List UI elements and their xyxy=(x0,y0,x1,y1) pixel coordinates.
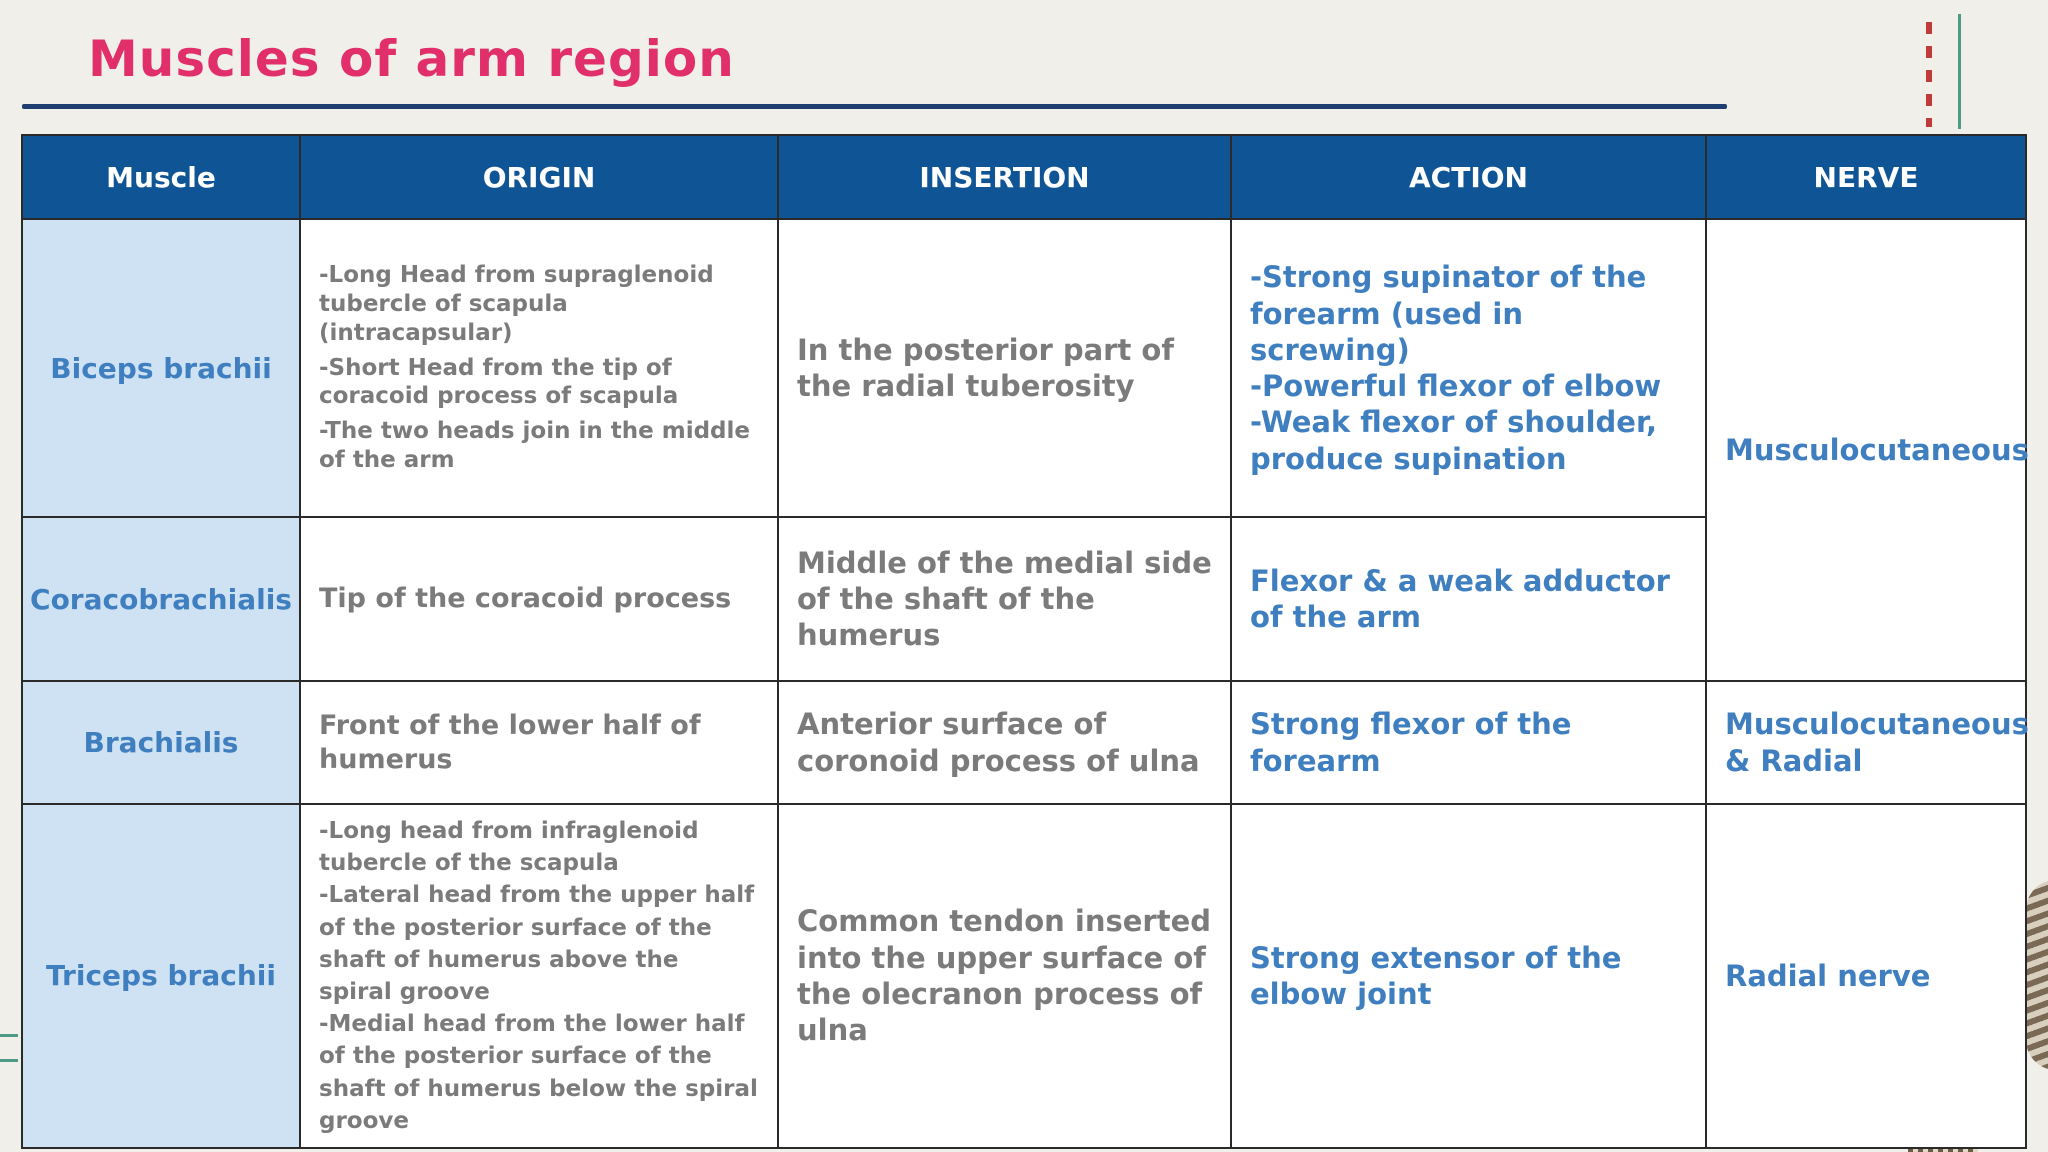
nerve-cell: Musculocutaneous xyxy=(1706,219,2026,681)
insertion-cell: Anterior surface of coronoid process of ulna xyxy=(778,681,1231,804)
origin-cell: Tip of the coracoid process xyxy=(300,517,778,681)
insertion-cell: Common tendon inserted into the upper surface of the olecranon process of ulna xyxy=(778,804,1231,1148)
origin-line: -Lateral head from the upper half of the posterior surface of the shaft of humerus above the spiral groove xyxy=(319,882,755,1005)
action-cell xyxy=(1231,219,1706,517)
nerve-cell: Musculocutaneous & Radial xyxy=(1706,681,2026,804)
table-header-row xyxy=(22,135,2026,219)
insertion-cell: Middle of the medial side of the shaft of the humerus xyxy=(778,517,1231,681)
origin-line: -Short Head from the tip of coracoid process of scapula xyxy=(319,354,679,410)
action-line: -Weak flexor of shoulder, produce supination xyxy=(1250,405,1658,476)
insertion-cell: In the posterior part of the radial tuberosity xyxy=(778,219,1231,517)
table-row-brachialis xyxy=(22,681,2026,804)
decorative-vertical-line xyxy=(1958,14,1961,129)
header-action: ACTION xyxy=(1231,135,1706,219)
page-title: Muscles of arm region xyxy=(88,30,735,88)
title-underline xyxy=(22,104,1727,109)
header-muscle: Muscle xyxy=(22,135,300,219)
table-row-triceps-brachii xyxy=(22,804,2026,1148)
decorative-feather-image xyxy=(2026,880,2048,1070)
decorative-dashed-line xyxy=(1926,22,1932,127)
origin-line: -The two heads join in the middle of the arm xyxy=(319,418,750,473)
table-row-biceps-brachii xyxy=(22,219,2026,517)
action-line: -Strong supinator of the forearm (used in screwing) xyxy=(1250,260,1647,367)
muscles-table xyxy=(21,134,2027,1149)
origin-cell xyxy=(300,804,778,1148)
action-line: -Powerful flexor of elbow xyxy=(1250,369,1662,403)
nerve-cell: Radial nerve xyxy=(1706,804,2026,1148)
header-insertion: INSERTION xyxy=(778,135,1231,219)
muscle-name-cell: Coracobrachialis xyxy=(22,517,300,681)
origin-cell: Front of the lower half of humerus xyxy=(300,681,778,804)
action-cell: Flexor & a weak adductor of the arm xyxy=(1231,517,1706,681)
header-nerve: NERVE xyxy=(1706,135,2026,219)
muscle-name-cell: Brachialis xyxy=(22,681,300,804)
origin-line: -Long Head from supraglenoid tubercle of scapula (intracapsular) xyxy=(319,262,714,346)
muscle-name-cell: Triceps brachii xyxy=(22,804,300,1148)
origin-line: -Long head from infraglenoid tubercle of the scapula xyxy=(319,818,699,877)
decorative-left-mark xyxy=(0,1034,18,1062)
action-cell: Strong extensor of the elbow joint xyxy=(1231,804,1706,1148)
action-cell: Strong flexor of the forearm xyxy=(1231,681,1706,804)
origin-cell xyxy=(300,219,778,517)
header-origin: ORIGIN xyxy=(300,135,778,219)
origin-line: -Medial head from the lower half of the posterior surface of the shaft of humerus below the spiral groove xyxy=(319,1011,758,1134)
muscle-name-cell: Biceps brachii xyxy=(22,219,300,517)
